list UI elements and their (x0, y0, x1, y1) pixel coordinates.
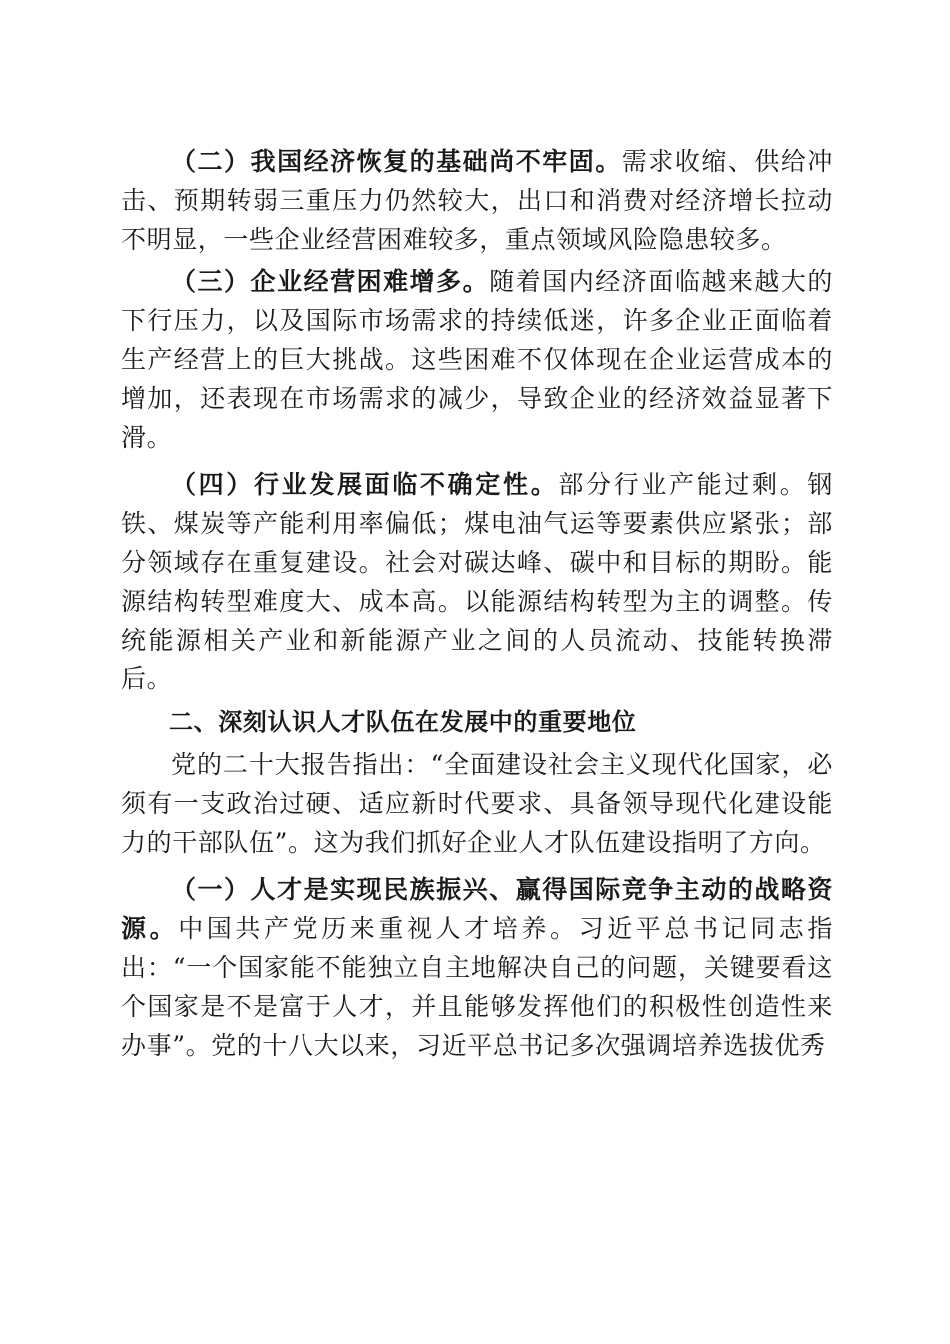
section-heading: 二、深刻认识人才队伍在发展中的重要地位 (169, 708, 637, 737)
paragraph-body: 部分行业产能过剩。钢铁、煤炭等产能利用率偏低；煤电油气运等要素供应紧张；部分领域存在重复建设。社会对碳达峰、碳中和目标的期盼。能源结构转型难度大、成本高。以能源结构转型为主的调整。传统能源相关产业和新能源产业之间的人员流动、技能转换滞后。 (121, 470, 833, 694)
paragraph-body: 需求收缩、供给冲击、预期转弱三重压力仍然较大，出口和消费对经济增长拉动不明显，一些企业经营困难较多，重点领域风险隐患较多。 (121, 147, 833, 254)
paragraph-body: 中国共产党历来重视人才培养。习近平总书记同志指出：“一个国家能不能独立自主地解决自己的问题，关键要看这个国家是不是富于人才，并且能够发挥他们的积极性创造性来办事”。党的十八大以来，习近平总书记多次强调培养选拔优秀 (121, 914, 833, 1060)
paragraph-enterprise-difficulties (121, 263, 833, 457)
paragraph-lead: （三）企业经营困难增多。 (171, 267, 490, 297)
paragraph-talent-strategic-resource (121, 871, 833, 1065)
paragraph-body: 随着国内经济面临越来越大的下行压力，以及国际市场需求的持续低迷，许多企业正面临着生产经营上的巨大挑战。这些困难不仅体现在企业运营成本的增加，还表现在市场需求的减少，导致企业的经济效益显著下滑。 (121, 267, 833, 452)
paragraph-lead: （二）我国经济恢复的基础尚不牢固。 (171, 147, 622, 176)
paragraph-economy-recovery (121, 143, 833, 259)
paragraph-industry-uncertainty (121, 466, 833, 699)
paragraph-lead: （四）行业发展面临不确定性。 (171, 470, 559, 500)
paragraph-intro: 党的二十大报告指出：“全面建设社会主义现代化国家，必须有一支政治过硬、适应新时代要求、具备领导现代化建设能力的干部队伍”。这为我们抓好企业人才队伍建设指明了方向。 (121, 749, 833, 857)
document-page (121, 143, 833, 1065)
paragraph-lead: （一）人才是实现民族振兴、赢得国际竞争主动的战略资源。 (121, 875, 833, 944)
